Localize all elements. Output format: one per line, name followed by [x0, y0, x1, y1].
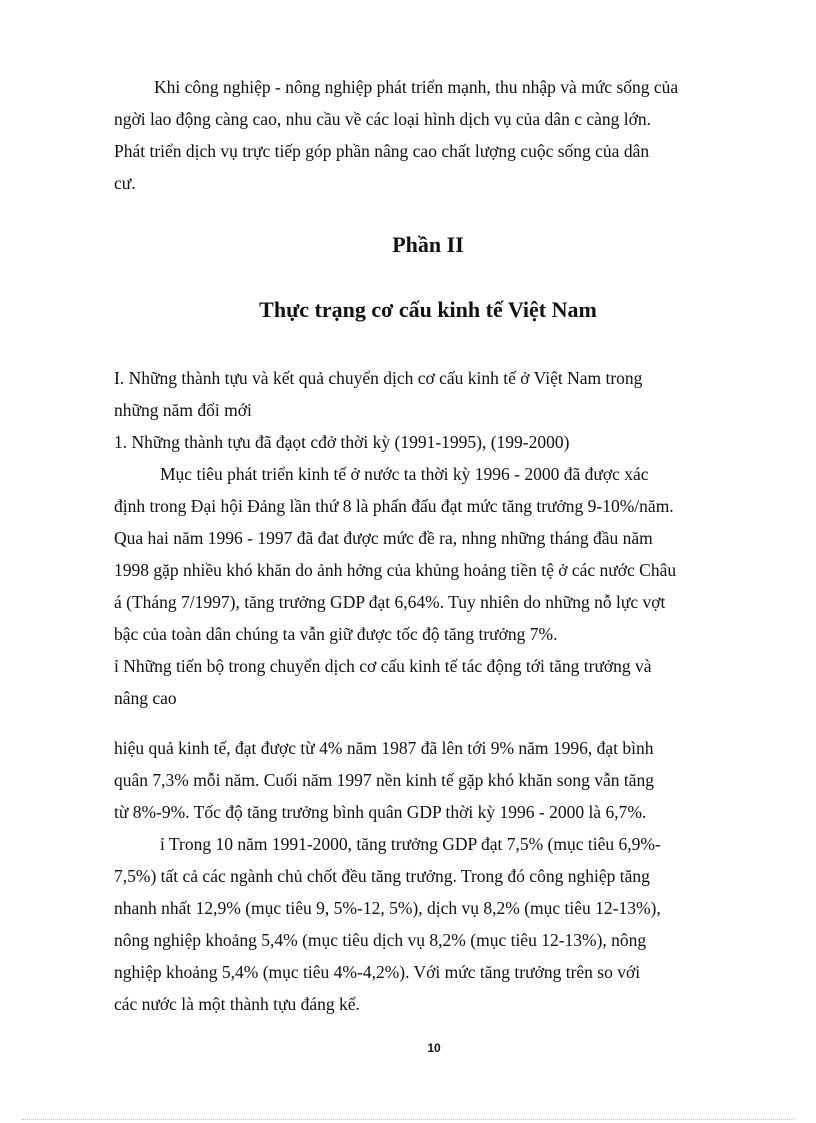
- body-line: Mục tiêu phát triển kinh tế ở nước ta thời kỳ 1996 - 2000 đã được xác: [160, 464, 649, 484]
- part-heading: Phần II: [392, 232, 464, 257]
- body-line: hiệu quả kinh tế, đạt được từ 4% năm 1987 đã lên tới 9% năm 1996, đạt bình: [114, 738, 654, 758]
- body-line: Qua hai năm 1996 - 1997 đã đat được mức đề ra, nhng những tháng đầu năm: [114, 528, 653, 548]
- intro-paragraph: [114, 71, 740, 199]
- bullet-line: ỉ Trong 10 năm 1991-2000, tăng trưởng GDP đạt 7,5% (mục tiêu 6,9%-: [160, 834, 661, 854]
- body-line: định trong Đại hội Đảng lần thứ 8 là phấn đấu đạt mức tăng trưởng 9-10%/năm.: [114, 496, 674, 516]
- body-line: nhanh nhất 12,9% (mục tiêu 9, 5%-12, 5%), dịch vụ 8,2% (mục tiêu 12-13%),: [114, 898, 661, 918]
- body-line: nghiệp khoảng 5,4% (mục tiêu 4%-4,2%). Với mức tăng trưởng trên so với: [114, 962, 641, 982]
- body-line: từ 8%-9%. Tốc độ tăng trưởng bình quân GDP thời kỳ 1996 - 2000 là 6,7%.: [114, 802, 647, 822]
- body-line: nâng cao: [114, 688, 177, 708]
- body-line: 7,5%) tất cả các ngành chủ chốt đều tăng trưởng. Trong đó công nghiệp tăng: [114, 866, 650, 886]
- body-line: á (Tháng 7/1997), tăng trưởng GDP đạt 6,64%. Tuy nhiên do những nỗ lực vợt: [114, 592, 666, 612]
- bullet-line: ỉ Những tiến bộ trong chuyển dịch cơ cấu kinh tế tác động tới tăng trưởng và: [114, 656, 652, 676]
- intro-line: Phát triển dịch vụ trực tiếp góp phần nâng cao chất lượng cuộc sống của dân: [114, 141, 650, 161]
- body-line: nông nghiệp khoảng 5,4% (mục tiêu dịch vụ 8,2% (mục tiêu 12-13%), nông: [114, 930, 647, 950]
- page-border: [22, 1119, 794, 1120]
- section-heading-line: những năm đổi mới: [114, 400, 252, 420]
- page-number: 10: [427, 1041, 441, 1055]
- section-heading-line: I. Những thành tựu và kết quả chuyển dịch cơ cấu kinh tế ở Việt Nam trong: [114, 368, 643, 388]
- subsection-heading: 1. Những thành tựu đã đạọt cđở thời kỳ (1991-1995), (199-2000): [114, 432, 570, 452]
- body-line: bậc của toàn dân chúng ta vẫn giữ được tốc độ tăng trưởng 7%.: [114, 624, 558, 644]
- section-title: Thực trạng cơ cấu kinh tế Việt Nam: [259, 297, 597, 322]
- section-one-paragraph: [114, 362, 740, 714]
- body-line: 1998 gặp nhiều khó khăn do ảnh hởng của khủng hoảng tiền tệ ở các nước Châu: [114, 560, 677, 580]
- intro-line: ngời lao động càng cao, nhu cầu về các loại hình dịch vụ của dân c càng lớn.: [114, 109, 651, 129]
- body-line: quân 7,3% mỗi năm. Cuối năm 1997 nền kinh tế gặp khó khăn song vẫn tăng: [114, 770, 654, 790]
- body-line: các nước là một thành tựu đáng kể.: [114, 994, 360, 1014]
- section-two-paragraph: [114, 732, 740, 1020]
- intro-line: Khi công nghiệp - nông nghiệp phát triển mạnh, thu nhập và mức sống của: [154, 77, 679, 97]
- intro-line: cư.: [114, 173, 136, 193]
